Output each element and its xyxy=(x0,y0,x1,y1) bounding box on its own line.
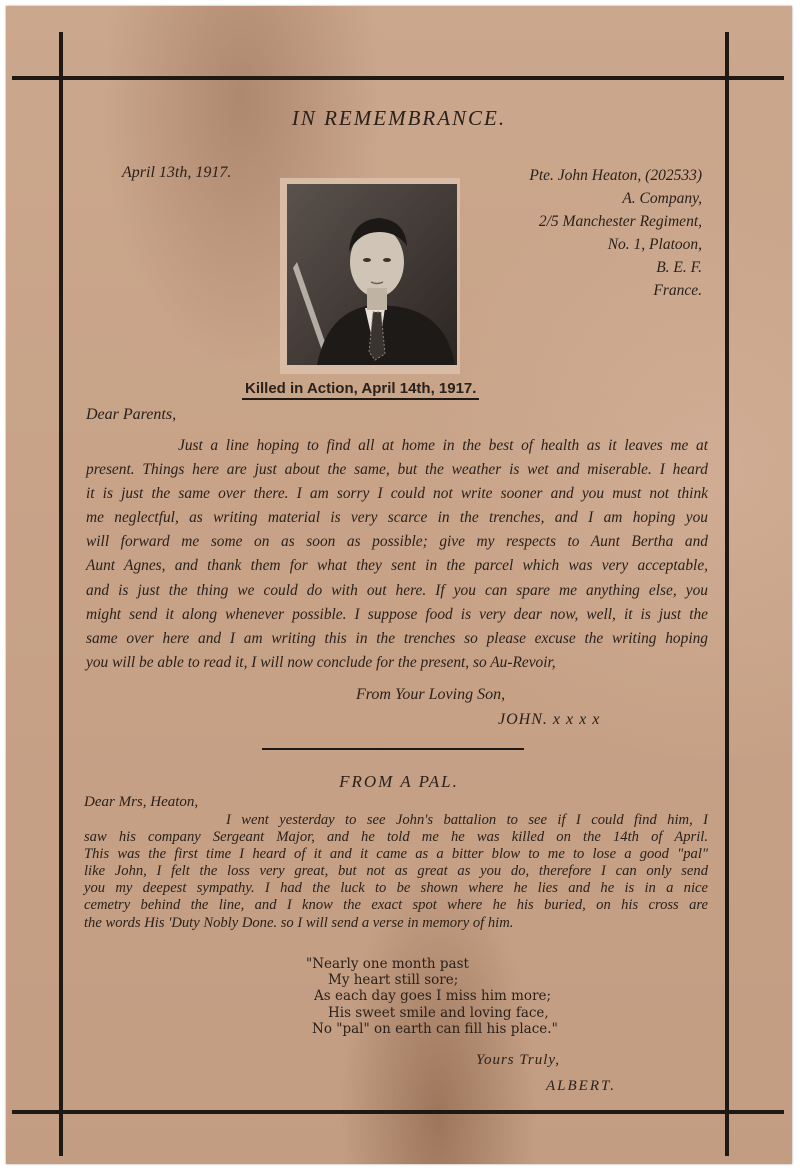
pal-closing: Yours Truly, xyxy=(476,1052,560,1068)
border-left-rule xyxy=(59,32,63,1156)
pal-letter-line: This was the first time I heard of it and it came as a bitter blow to me to lose a good "pal" xyxy=(84,846,708,863)
letter-body xyxy=(86,434,708,675)
verse-line: His sweet smile and loving face, xyxy=(328,1004,549,1021)
memorial-card xyxy=(6,6,792,1164)
letter-line: same over here and I am writing this in the trenches so please excuse the writing hoping xyxy=(86,629,708,647)
letter-line: me neglectful, as writing material is very scarce in the trenches, and I am hoping you xyxy=(86,509,708,527)
pal-letter-body xyxy=(84,812,708,932)
letter-line: Aunt Agnes, and thank them for what they sent in the parcel which was very acceptable, xyxy=(86,557,708,575)
letter-line: present. Things here are just about the same, but the weather is wet and miserable. I heard xyxy=(86,461,708,479)
memorial-verse xyxy=(306,956,558,1037)
verse-line: No "pal" on earth can fill his place." xyxy=(312,1020,558,1037)
letter-line: might send it along whenever possible. I suppose food is very dear now, well, it is just the xyxy=(86,605,708,623)
section-divider xyxy=(262,748,524,750)
letter-date: April 13th, 1917. xyxy=(122,164,232,181)
border-top-rule xyxy=(12,76,784,80)
pal-letter-line: saw his company Sergeant Major, and he told me he was killed on the 14th of April. xyxy=(84,829,708,846)
killed-in-action-caption: Killed in Action, April 14th, 1917. xyxy=(242,380,479,400)
verse-line: As each day goes I miss him more; xyxy=(314,988,552,1005)
pal-section-title: FROM A PAL. xyxy=(339,772,459,791)
letter-line: Just a line hoping to find all at home in the best of health as it leaves me at xyxy=(178,437,708,454)
address-line: B. E. F. xyxy=(656,259,702,276)
letter-signature: JOHN. x x x x xyxy=(498,711,601,728)
pal-signature: ALBERT. xyxy=(546,1078,616,1094)
address-line: France. xyxy=(653,282,702,299)
border-bottom-rule xyxy=(12,1110,784,1114)
pal-letter-line: the words His 'Duty Nobly Done. so I will send a verse in memory of him. xyxy=(84,914,514,931)
letter-line: it is just the same over there. I am sorry I could not write sooner and you must not think xyxy=(86,485,708,503)
letter-line: and is just the thing we could do with out here. If you can spare me anything else, you xyxy=(86,581,708,599)
border-right-rule xyxy=(725,32,729,1156)
letter-line: you will be able to read it, I will now conclude for the present, so Au-Revoir, xyxy=(86,653,556,671)
address-line: No. 1, Platoon, xyxy=(607,236,702,253)
address-line: Pte. John Heaton, (202533) xyxy=(529,167,702,184)
letter-closing: From Your Loving Son, xyxy=(356,686,506,703)
soldier-address xyxy=(529,164,702,302)
verse-line: My heart still sore; xyxy=(328,972,459,989)
verse-line: "Nearly one month past xyxy=(306,956,469,972)
letter-salutation: Dear Parents, xyxy=(86,406,177,423)
soldier-portrait-photo xyxy=(287,184,457,365)
portrait-image xyxy=(287,184,457,365)
pal-letter-line: like John, I felt the loss very great, but not as great as you do, therefore I can only send xyxy=(84,863,708,880)
letter-line: will forward me some on as soon as possible; give my respects to Aunt Bertha and xyxy=(86,533,708,551)
address-line: 2/5 Manchester Regiment, xyxy=(538,213,702,230)
address-line: A. Company, xyxy=(622,190,702,207)
card-title: IN REMEMBRANCE. xyxy=(291,106,507,130)
pal-salutation: Dear Mrs, Heaton, xyxy=(84,794,199,810)
pal-letter-line: you my deepest sympathy. I had the luck to be shown where he lies and he is in a nice xyxy=(84,880,708,897)
pal-letter-line: I went yesterday to see John's battalion to see if I could find him, I xyxy=(226,812,708,828)
pal-letter-line: cemetry behind the line, and I know the exact spot where he his buried, on his cross are xyxy=(84,897,708,914)
